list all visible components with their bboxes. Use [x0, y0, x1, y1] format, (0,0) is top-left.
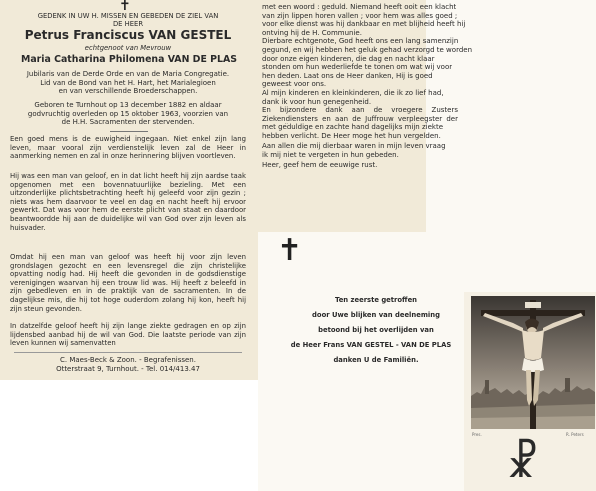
continuation-line: dank ik voor hun genegenheid.: [262, 97, 372, 106]
continuation-line: geweest voor ons.: [262, 80, 327, 89]
printer-line: C. Maes-Beck & Zoon. - Begrafenissen.: [60, 356, 196, 364]
continuation-line: En bijzondere dank aan de vroegere Zusters Ziekendiensters en aan de Juffrouw verpleegster der: [262, 106, 458, 123]
continuation-line: met een woord : geduld. Niemand heeft ooit een klacht: [262, 3, 457, 11]
continuation-line: ik mij niet te vergeten in hun gebeden.: [262, 150, 399, 159]
spouse-name: Maria Catharina Philomena VAN DE PLAS: [21, 54, 237, 65]
membership-line: Jubilaris van de Derde Orde en van de Maria Congregatie.: [26, 70, 230, 78]
birth-line: Geboren te Turnhout op 13 december 1882 en aldaar: [34, 101, 222, 109]
birth-line: godvruchtig overleden op 15 oktober 1963, voorzien van: [27, 109, 229, 118]
continuation-line: Dierbare echtgenote, God heeft ons een lang samenzijn: [262, 37, 459, 46]
thanks-line: danken U de Familiën.: [333, 356, 419, 364]
continuation-line: hen deden. Laat ons de Heer danken, Hij is goed: [262, 71, 433, 80]
continuation-line: stonden om hun wederliefde te tonen om wat wij voor: [262, 63, 453, 72]
cross-icon: ✝: [119, 0, 131, 14]
thanks-line: betoond bij het overlijden van: [318, 326, 434, 334]
continuation-line: Aan allen die mij dierbaar waren in mijn leven vraag: [262, 142, 446, 150]
deceased-name: Petrus Franciscus VAN GESTEL: [24, 28, 232, 42]
continuation-line: door onze eigen kinderen, die dag en nacht klaar: [262, 54, 435, 63]
header-line: GEDENK IN UW H. MISSEN EN GEBEDEN DE ZIEL VAN: [37, 12, 219, 20]
printer-line: Otterstraat 9, Turnhout. - Tel. 014/413.47: [56, 365, 200, 373]
crucifix-photo: [471, 296, 595, 429]
header-line: DE HEER: [112, 20, 144, 28]
continuation-line: Al mijn kinderen en kleinkinderen, die ik zo lief had,: [262, 89, 444, 97]
continuation-line: gegund, en wij hebben het geluk gehad verzorgd te worden: [262, 46, 473, 54]
thanks-line: door Uwe blijken van deelneming: [312, 311, 440, 319]
paragraph: In datzelfde geloof heeft hij zijn lange ziekte gedragen en op zijn lijdensbed aanbad hij de wil van God. Die laatste periode van zijn leven kunnen wij samenvatten: [10, 322, 246, 348]
continuation-line: van zijn lippen horen vallen ; voor hem was alles goed ;: [262, 11, 458, 20]
spouse-intro: echtgenoot van Mevrouw: [84, 44, 172, 52]
membership-line: en van verschillende Broederschappen.: [58, 87, 198, 95]
divider: [110, 131, 148, 132]
chi-rho-icon: ☧: [506, 438, 539, 487]
cross-icon: ✝: [277, 233, 303, 268]
continuation-line: met geduldige en zachte hand dagelijks mijn ziekte: [262, 123, 444, 132]
photo-caption-right: R. Peters: [566, 432, 584, 437]
continuation-line: voor elke dienst was hij dankbaar en met blijheid heeft hij: [262, 20, 466, 29]
divider: [14, 352, 242, 353]
thanks-line: Ten zeerste getroffen: [334, 296, 418, 304]
continuation-line: Heer, geef hem de eeuwige rust.: [262, 161, 378, 169]
paragraph: Omdat hij een man van geloof was heeft hij voor zijn leven grondslagen gezocht en een levensregel die zijn christelijke opvatting nodig had. Hij heeft die gevonden in de godsdienstige verenigingen waarvan hij een trouw lid was. Hij heeft z beleefd in zijn gebedleven en in de praktijk van de sacramenten. In de dagelijkse mis, die hij tot hoge ouderdom zolang hij kon, heeft hij zijn steun gevonden.: [10, 253, 246, 313]
continuation-line: hebben verlicht. De Heer moge het hun vergelden.: [262, 132, 441, 140]
photo-caption-left: Pres.: [472, 432, 482, 437]
birth-line: de H.H. Sacramenten der stervenden.: [61, 118, 195, 126]
continuation-line: ontving hij de H. Communie.: [262, 28, 362, 37]
paragraph: Een goed mens is de euwigheid ingegaan. Niet enkel zijn lang leven, maar vooral zijn verdienstelijk leven zal de Heer in aanmerking nemen en zal in onze herinnering blijven voortleven.: [10, 135, 246, 161]
membership-line: Lid van de Bond van het H. Hart, het Marialegioen: [40, 78, 216, 87]
thanks-line: de Heer Frans VAN GESTEL - VAN DE PLAS: [290, 341, 452, 349]
paragraph: Hij was een man van geloof, en in dat licht heeft hij zijn aardse taak opgenomen met een bovennatuurlijke bezieling. Met een uitzonderlijke plichtsbetrachting heeft hij geleefd voor zijn gezin ; niets was hem daarvoor te veel en dag en nacht heeft hij ervoor gewerkt. Dat was voor hem de eerste plicht van staat en daardoor beantwoordde hij aan de duidelijke wil van God over zijn leven als huisvader.: [10, 172, 246, 232]
